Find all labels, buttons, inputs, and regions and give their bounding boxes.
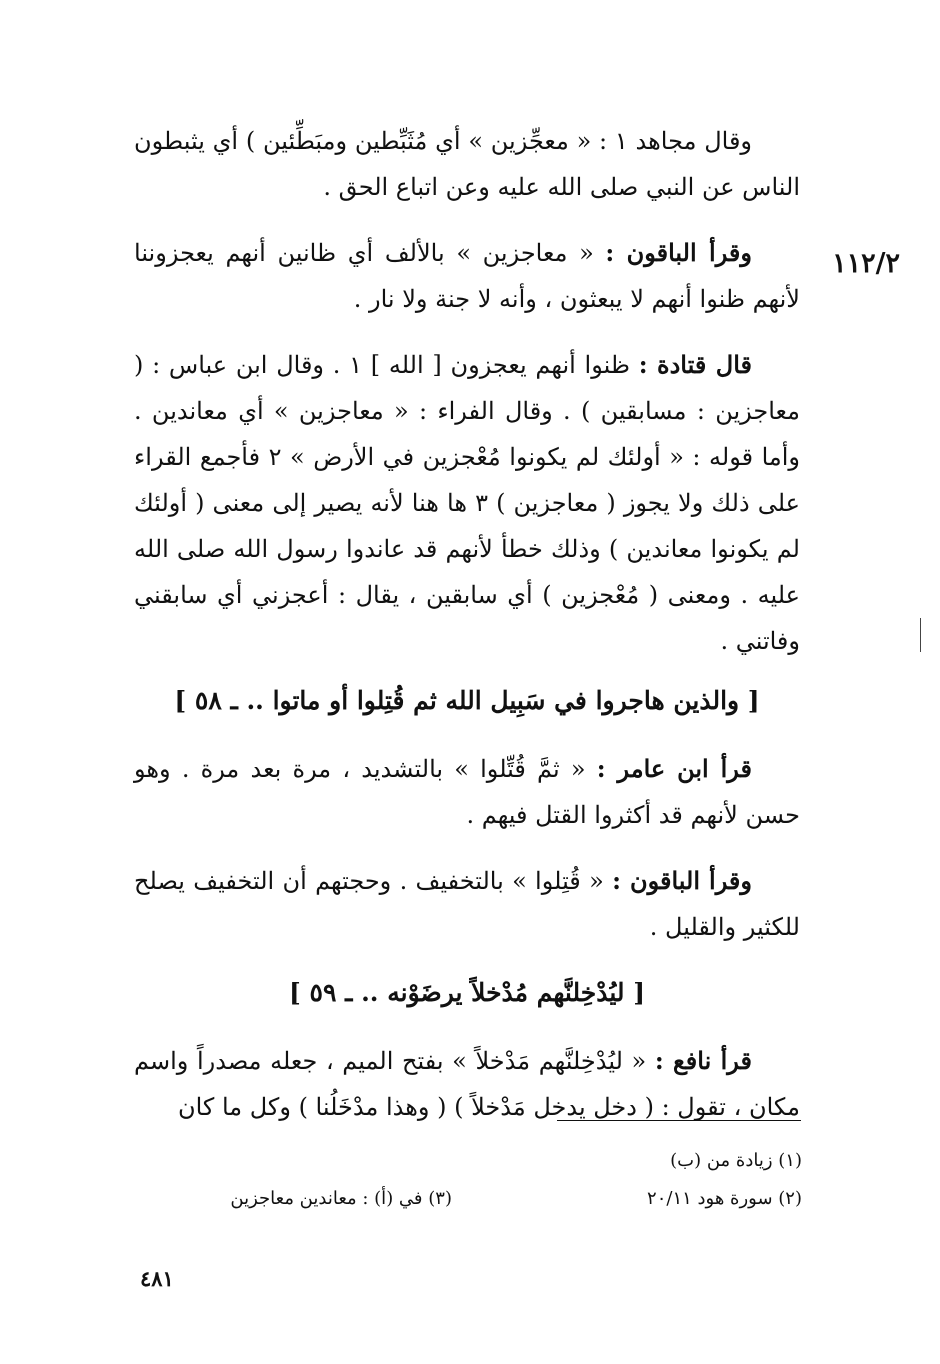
margin-reference-note: ١١٢/٢: [832, 248, 900, 279]
paragraph-text: ظنوا أنهم يعجزون [ الله ] ١ . وقال ابن عباس : ( معاجزين : مسابقين ) . وقال الفراء : « معاجزين » أي معاندين . وأما قوله : « أولئك لم يكونوا مُعْجزين في الأرض » ٢ فأجمع القراء على ذلك ولا يجوز ( معاجزين ) ٣ ها هنا لأنه يصير إلى معنى ( أولئك لم يكونوا معاندين ) وذلك خطأ لأنهم قد عاندوا رسول الله صلى الله عليه . ومعنى ( مُعْجزين ) أي سابقين ، يقال : أعجزني أي سابقني وفاتني .: [134, 351, 800, 655]
paragraph-text: « معاجزين » بالألف أي ظانين أنهم يعجزوننا لأنهم ظنوا أنهم لا يبعثون ، وأنه لا جنة ولا نار .: [134, 239, 800, 313]
footnote-3: (٣) في (أ) : معاندين معاجزين: [230, 1188, 452, 1209]
paragraph-lead: قرأ ابن عامر :: [596, 754, 753, 783]
page-edge-mark: [920, 618, 921, 652]
paragraph-qatada: [134, 342, 800, 664]
paragraph-text: « ثمَّ قُتِّلوا » بالتشديد ، مرة بعد مرة . وهو حسن لأنهم قد أكثروا القتل فيهم .: [134, 755, 800, 829]
paragraph-nafi: [134, 1038, 800, 1130]
paragraph-ibn-amir: [134, 746, 800, 838]
paragraph-lead: قرأ نافع :: [654, 1046, 752, 1075]
paragraph-text: وقال مجاهد ١ : « معجِّزين » أي مُثَبِّطين ومبَطِّئين ) أي يثبطون الناس عن النبي صلى الله عليه وعن اتباع الحق .: [134, 127, 800, 201]
paragraph-al-baqun-1: [134, 230, 800, 322]
paragraph-mujahid: [134, 118, 800, 210]
footnote-divider: [557, 1120, 801, 1121]
verse-heading-58: [ والذين هاجروا في سَبِيل الله ثم قُتِلوا أو ماتوا .. ـ ٥٨ ]: [174, 686, 760, 715]
footnote-1: (١) زيادة من (ب): [670, 1150, 802, 1171]
footnote-2: (٢) سورة هود ٢٠/١١: [647, 1188, 802, 1209]
verse-heading-59: [ ليُدْخِلنَّهم مُدْخلاً يرضَوْنه .. ـ ٥٩ ]: [288, 978, 646, 1007]
paragraph-al-baqun-2: [134, 858, 800, 950]
main-text: [134, 118, 800, 1150]
paragraph-text: « قُتِلوا » بالتخفيف . وحجتهم أن التخفيف يصلح للكثير والقليل .: [134, 867, 800, 941]
paragraph-text: « ليُدْخِلنَّهم مَدْخلاً » بفتح الميم ، جعله مصدراً واسم مكان ، تقول : ( دخل يدخل مَدْخلاً ) ( وهذا مدْخَلُنا ) وكل ما كان: [134, 1047, 800, 1121]
paragraph-lead: قال قتادة :: [638, 350, 752, 379]
paragraph-lead: وقرأ الباقون :: [612, 866, 752, 895]
paragraph-lead: وقرأ الباقون :: [605, 238, 752, 267]
page-number: ٤٨١: [140, 1266, 174, 1291]
